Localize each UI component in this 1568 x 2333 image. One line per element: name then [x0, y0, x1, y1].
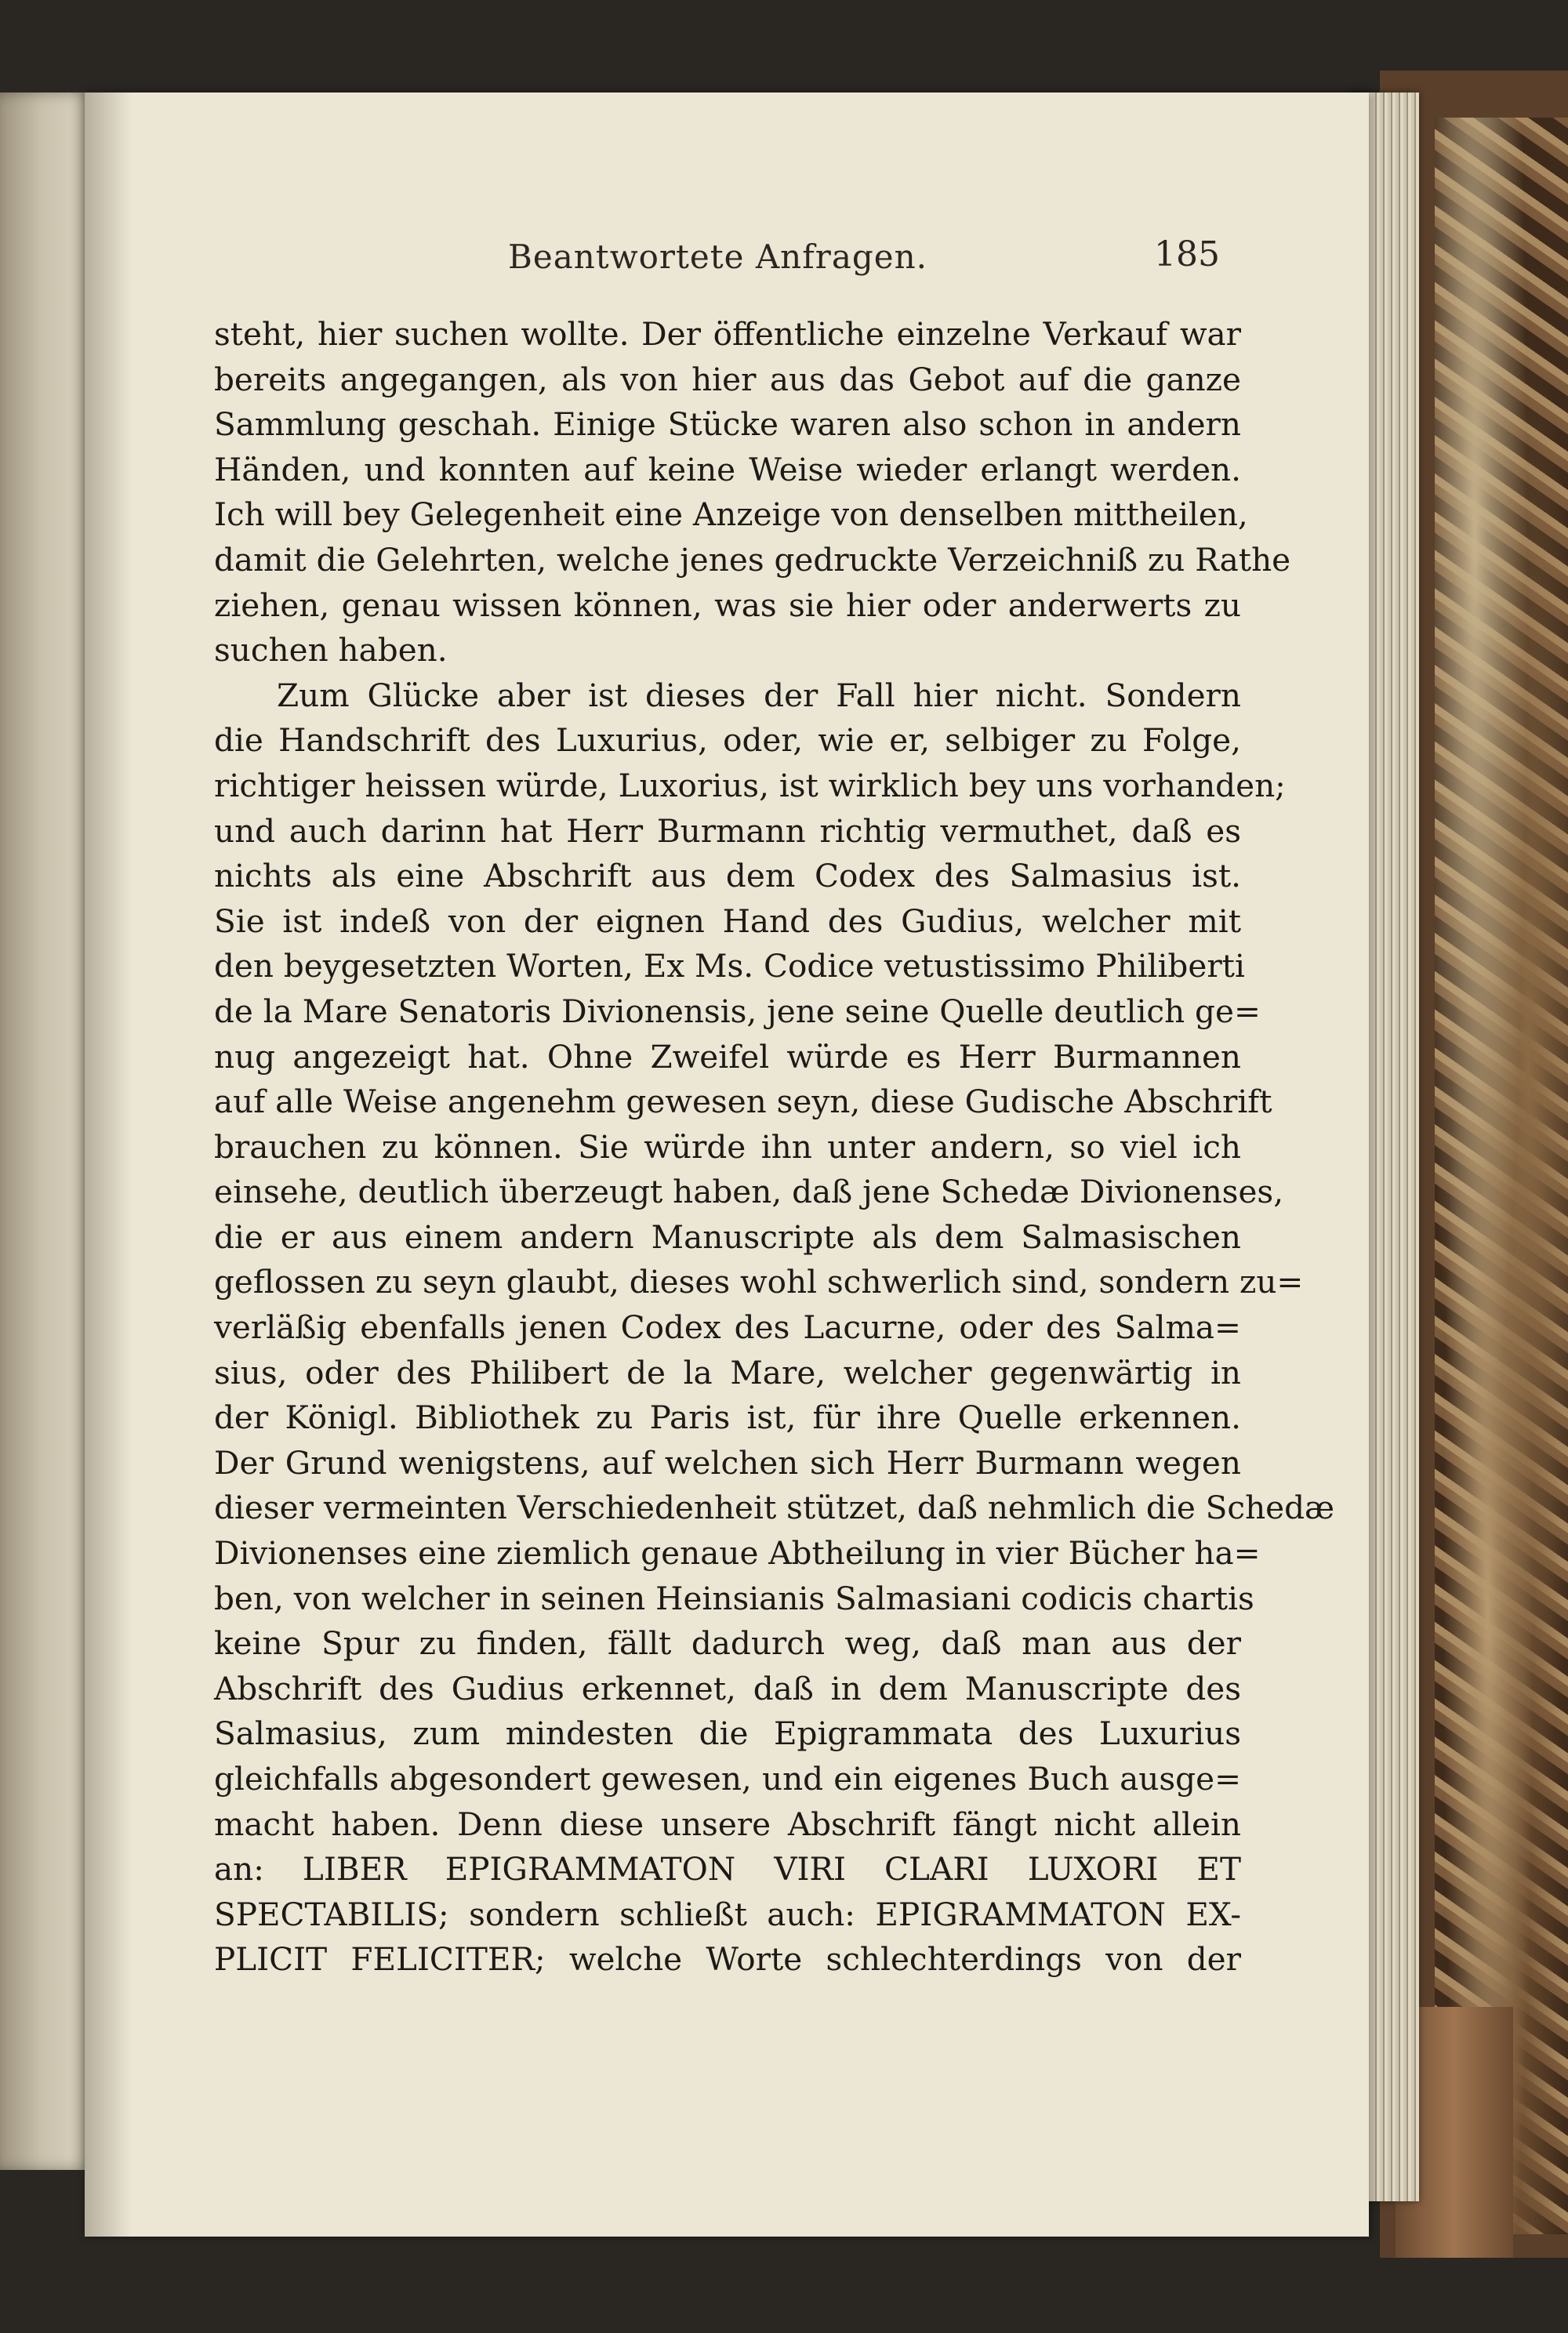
marbled-board	[1435, 118, 1568, 2234]
text-line: de la Mare Senatoris Divionensis, jene seine Quelle deutlich ge=	[214, 992, 1261, 1030]
facing-page-edge	[0, 93, 93, 2170]
text-line: SPECTABILIS; sondern schließt auch: EPIGRAMMATON EX-	[214, 1895, 1241, 1933]
text-line: die er aus einem andern Manuscripte als dem Salmasischen	[214, 1217, 1241, 1256]
page-number: 185	[1154, 234, 1220, 274]
text-line: gleichfalls abgesondert gewesen, und ein eigenes Buch ausge=	[214, 1760, 1241, 1798]
gutter-shadow	[85, 93, 132, 2237]
running-head: Beantwortete Anfragen.	[508, 238, 928, 276]
text-line: Divionenses eine ziemlich genaue Abtheilung in vier Bücher ha=	[214, 1534, 1261, 1573]
text-line: richtiger heissen würde, Luxorius, ist wirklich bey uns vorhanden;	[214, 766, 1286, 804]
text-line: Ich will bey Gelegenheit eine Anzeige von denselben mittheilen,	[214, 495, 1248, 534]
text-line: keine Spur zu finden, fällt dadurch weg, daß man aus der	[214, 1624, 1241, 1663]
text-line: einsehe, deutlich überzeugt haben, daß jene Schedæ Divionenses,	[214, 1173, 1284, 1211]
text-line: ziehen, genau wissen können, was sie hier oder anderwerts zu	[214, 586, 1241, 624]
text-line: Salmasius, zum mindesten die Epigrammata des Luxurius	[214, 1714, 1241, 1753]
text-line: Sie ist indeß von der eignen Hand des Gudius, welcher mit	[214, 902, 1241, 940]
text-line: den beygesetzten Worten, Ex Ms. Codice vetustissimo Philiberti	[214, 947, 1245, 985]
text-line: nichts als eine Abschrift aus dem Codex des Salmasius ist.	[214, 857, 1241, 895]
body-text	[214, 312, 1335, 1983]
text-line: an: LIBER EPIGRAMMATON VIRI CLARI LUXORI ET	[214, 1850, 1241, 1889]
text-line: dieser vermeinten Verschiedenheit stützet, daß nehmlich die Schedæ	[214, 1489, 1335, 1527]
text-line: PLICIT FELICITER; welche Worte schlechterdings von der	[214, 1940, 1241, 1979]
text-line: verläßig ebenfalls jenen Codex des Lacurne, oder des Salma=	[214, 1308, 1241, 1347]
text-line: brauchen zu können. Sie würde ihn unter andern, so viel ich	[214, 1127, 1241, 1166]
text-line: Händen, und konnten auf keine Weise wieder erlangt werden.	[214, 450, 1241, 488]
text-line: ben, von welcher in seinen Heinsianis Salmasiani codicis chartis	[214, 1579, 1254, 1617]
text-line: damit die Gelehrten, welche jenes gedruckte Verzeichniß zu Rathe	[214, 540, 1291, 579]
text-line: bereits angegangen, als von hier aus das Gebot auf die ganze	[214, 360, 1241, 398]
text-line: sius, oder des Philibert de la Mare, welcher gegenwärtig in	[214, 1353, 1241, 1391]
text-line: die Handschrift des Luxurius, oder, wie er, selbiger zu Folge,	[214, 721, 1241, 760]
text-line: steht, hier suchen wollte. Der öffentliche einzelne Verkauf war	[214, 315, 1241, 353]
text-line: der Königl. Bibliothek zu Paris ist, für ihre Quelle erkennen.	[214, 1399, 1241, 1437]
text-line: geflossen zu seyn glaubt, dieses wohl schwerlich sind, sondern zu=	[214, 1263, 1304, 1301]
text-line: macht haben. Denn diese unsere Abschrift fängt nicht allein	[214, 1805, 1241, 1843]
text-line: nug angezeigt hat. Ohne Zweifel würde es Herr Burmannen	[214, 1037, 1241, 1076]
text-line: und auch darinn hat Herr Burmann richtig vermuthet, daß es	[214, 811, 1241, 850]
text-line: Abschrift des Gudius erkennet, daß in dem Manuscripte des	[214, 1669, 1241, 1707]
text-line: Der Grund wenigstens, auf welchen sich Herr Burmann wegen	[214, 1443, 1241, 1482]
text-line: Sammlung geschah. Einige Stücke waren also schon in andern	[214, 405, 1241, 444]
text-line: Zum Glücke aber ist dieses der Fall hier nicht. Sondern	[277, 676, 1241, 714]
book-page	[85, 93, 1369, 2237]
page-header	[85, 230, 1369, 292]
text-line: auf alle Weise angenehm gewesen seyn, diese Gudische Abschrift	[214, 1083, 1272, 1121]
text-line: suchen haben.	[214, 631, 448, 669]
